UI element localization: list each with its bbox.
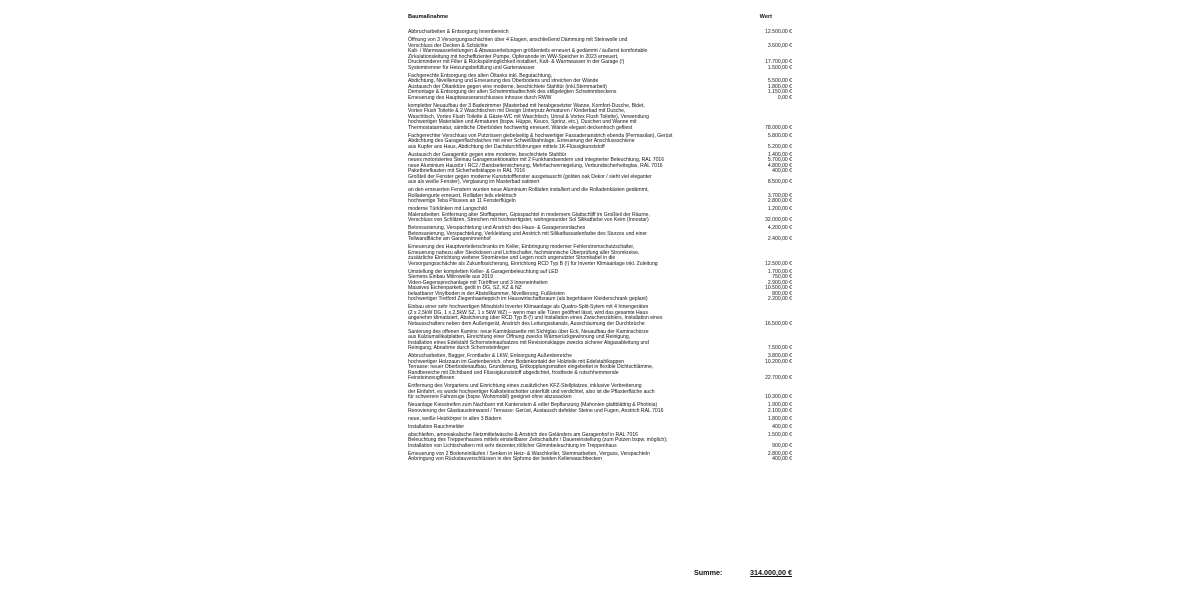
row-description: Abdichtung des Garagenflachdaches mit einer Schweißbahnlage, Erneuerung der Anschlussschiene aus Kupfer ans Haus, Abdichtung der Dachdurchführungen mittels 1K-Flüssigkunststoff: [408, 138, 635, 150]
row-amount: 3.800,00 €: [767, 353, 792, 359]
row-description: Umstellung der kompletten Keller- & Garagenbeleuchtung auf LED: [408, 268, 559, 275]
row-description: Systemtrenner für Heizungsbefüllung und Gartenwasser: [408, 64, 535, 71]
row-description: Paketbriefkasten mit Sicherheitsklappe in RAL 7016: [408, 168, 526, 174]
row-description: Betonsanierung, Verspachtelung und Anstrich des Haus- & Garagenvordaches: [408, 225, 586, 231]
row-description: neue Aluminium Haustür / RC2 / Bandseitensicherung, Mehrfachverriegelung, Verbundsicherheitsglas, RAL 7016: [408, 162, 663, 169]
row-amount: 32.000,00 €: [765, 217, 792, 223]
table-body: [408, 30, 792, 463]
row-amount: 1.150,00 €: [767, 89, 792, 95]
table-row: [408, 49, 792, 66]
table-row: [408, 245, 792, 267]
total-row: [694, 568, 792, 577]
row-description: Terrasse: neuer Oberbodenaufbau, Grundierung, Entkopplungsmatten eingebettet in flexible Dichtschlämme, Randbereiche mit Dichtband und Flüssigkunststoff abgedichtet, frostfeste & rutschhemmende Feinsteinzeugfliesen: [408, 364, 654, 381]
row-description: Abbrucharbeiten & Entsorgung Innenbereich: [408, 29, 509, 35]
row-amount: 1.400,00 €: [767, 151, 792, 158]
row-amount: 3.700,00 €: [767, 192, 792, 199]
row-amount: 400,00 €: [772, 456, 792, 462]
row-amount: 22.700,00 €: [765, 375, 792, 381]
table-row: [408, 409, 792, 415]
row-amount: 2.400,00 €: [767, 236, 792, 242]
row-description: Großteil der Fenster gegen moderne Kunststofffenster ausgetauscht (golden oak Dekor / sieht viel eleganter aus als weiße Fenster), Verglasung im Masterbad satiniert: [408, 173, 652, 185]
row-description: Entfernung des Vorgartens und Einrichtung eines zusätzlichen KFZ-Stellplatzes, inklusive Verbreiterung der Einfahrt, es wurde hochwertiger Kalksteinschotter unterfüllt und verdichtet, also ist die Pflasterfläche auch für schwerere Fahrzeuge (bspw. Wohnmobil) geeignet ohne abzusacken: [408, 383, 655, 400]
row-amount: 12.500,00 €: [765, 260, 792, 267]
row-amount: 400,00 €: [772, 423, 792, 430]
table-row: [408, 457, 792, 463]
row-amount: 5.500,00 €: [767, 78, 792, 84]
row-description: Fachgerechter Verschluss von Putzrissen giebelseitig & hochwertiger Fassadenanstrich ebenda (Permasilan), Gerüst: [408, 132, 673, 139]
table-row: [408, 417, 792, 423]
row-description: Erneuerung des Hauptwasseranschlusses inhouse durch RWW: [408, 94, 552, 101]
table-row: [408, 425, 792, 431]
row-description: Sanierung des offenen Kamins: neue Kaminkassette mit Sichtglas über Eck, Neuaufbau der Kaminschürze aus Kalziumsilikatplatten, Einrichtung einer Öffnung zwecks Wärmerückgewinnung und Reinigung, Installation eines Edelstahl Schornsteinaufsatzes mit Revisionsklappe zwecks sicherer Abgasableitung und Reinigung, Abnahme durch Schornsteinfeger: [408, 328, 649, 351]
row-amount: 1.800,00 €: [767, 83, 792, 90]
row-amount: 7.500,00 €: [767, 345, 792, 351]
row-description: belastbarer Vinylboden in der Abstellkammer, Nivellierung, Fußleisten: [408, 290, 565, 297]
table-row: [408, 66, 792, 72]
row-description: Austausch der Garagentür gegen eine moderne, beschichtete Stahltür: [408, 151, 567, 158]
table-row: [408, 232, 792, 243]
row-description: hochwertige Teba Plissees an 11 Fensterflügeln: [408, 198, 516, 204]
row-amount: 4.800,00 €: [767, 162, 792, 169]
cost-table: [408, 14, 792, 463]
row-amount: 3.600,00 €: [767, 42, 792, 49]
table-row: [408, 330, 792, 352]
row-description: Kalt- / Warmwasserleitungen & Abwasserleitungen größtenteils erneuert & gedämmt / äußerst komfortable Zirkulationsleitung mit hocheffizienter Pumpe, Opferanode im WW-Speicher in 2023 erneuert, Druckminderer mit Filter & Rückspülmöglichkeit installiert, Kalt- & Warmwasser in der Garage (!): [408, 48, 648, 65]
row-amount: 16.500,00 €: [765, 320, 792, 327]
table-row: [408, 438, 792, 449]
table-row: [408, 213, 792, 224]
table-row: [408, 96, 792, 102]
row-description: Erneuerung von 2 Bodeneinläufen / Senken in Heiz- & Waschkeller, Stemmarbeiten, Verguss, Verspachteln: [408, 450, 650, 457]
table-row: [408, 384, 792, 401]
row-description: hochwertiger Tretford Ziegenhaarteppich im Hauswirtschaftsraum (als begehbarer Kleiderschrank geplant): [408, 296, 648, 302]
table-row: [408, 305, 792, 327]
row-amount: 4.200,00 €: [767, 225, 792, 231]
table-row: [408, 74, 792, 85]
row-amount: 2.200,00 €: [767, 296, 792, 302]
row-description: Anbringung von Rückstauverschlüssen in den Siphons der beiden Kellerwaschbecken: [408, 456, 602, 462]
header-value: Wert: [759, 14, 772, 20]
total-value: 314.000,00 €: [750, 568, 792, 577]
table-row: [408, 199, 792, 205]
row-amount: 10.500,00 €: [765, 285, 792, 291]
total-label: Summe:: [694, 568, 723, 577]
row-amount: 5.700,00 €: [767, 157, 792, 163]
row-amount: 400,00 €: [772, 168, 792, 174]
row-amount: 1.500,00 €: [767, 431, 792, 438]
row-amount: 800,00 €: [772, 290, 792, 297]
row-description: Erneuerung des Hauptverteilerschranks im Keller, Einbringung moderner Fehlerstromschutzschalter, Erneuerung nahezu aller Steckdosen und Lichtschalter, fachmännische Überprüfung aller Stromkreise, zusätzliche Einrichtung weiterer Stromkreise und Legen noch ungenutzter Stromkabel in die Versorgungsschächte als Zukunftssicherung, Einrichtung RCD Typ B (!) für Inverter Klimaanlage inkl. Zuleitung: [408, 244, 658, 267]
row-amount: 1.200,00 €: [767, 206, 792, 212]
row-description: Massives Eichenparkett, geölt in DG, SZ, KZ & NZ: [408, 285, 522, 291]
row-description: Siemens Einbau Mikrowelle aus 2019: [408, 274, 493, 280]
row-amount: 17.700,00 €: [765, 59, 792, 65]
row-description: moderne Türklinken mit Langschild: [408, 206, 487, 212]
row-description: Abbrucharbeiten, Bagger, Frontlader & LKW, Entsorgung Außenbereiche: [408, 353, 572, 359]
row-amount: 10.200,00 €: [765, 358, 792, 365]
table-row: [408, 175, 792, 186]
row-description: Betonsanierung, Verspachtelung, Verkleidung und Anstrich mit Silikatfassadenfarbe des Sturzes und einer Teilwandfläche am Garageninnenhof: [408, 230, 647, 242]
row-amount: 12.500,00 €: [765, 29, 792, 35]
row-amount: 1.500,00 €: [767, 64, 792, 71]
row-amount: 2.100,00 €: [767, 407, 792, 414]
row-description: Austausch der Öltanktüre gegen eine moderne, beschichtete Stahltür (inkl.Stemmarbeit): [408, 83, 607, 90]
row-description: abschleifen, amoniakalische Netzmittelwäsche & Anstrich des Geländers am Garagenhof in RAL 7016: [408, 431, 639, 438]
row-description: neues motorisiertes Steinau Garagensektionaltor mit 2 Funkhandsendern und integrierter Beleuchtung, RAL 7016: [408, 157, 665, 163]
table-header: [408, 14, 792, 30]
row-amount: 1.900,00 €: [767, 402, 792, 408]
row-amount: 750,00 €: [772, 274, 792, 280]
row-description: Einbau einer sehr hochwertigen Mitsubishi Inverter Klimaanlage als Quatro-Split-Sytem mit 4 Innengeräten (2 x 2,5kW DG, 1 x 2,5kW SZ, 1 x 5kW WZ) – wenn man alle Türen geöffnet lässt, wird das gesamte Haus angenehm klimatisiert, Absicherung über RCD Typ B (!) und Installation eines Zwischenzählers, Installation eines Notausschalters neben dem Außengerät, Anstrich des Leitungsskanals, Ausschäumung der Durchbrüche: [408, 304, 663, 327]
row-amount: 1.800,00 €: [767, 415, 792, 422]
row-description: an den erneuerten Fenstern wurden neue Aluminium Rolläden installiert und die Rolladenkästen gedämmt, Rolladengurte erneuert, Rolläden teils elektrisch: [408, 187, 649, 199]
row-description: Malerarbeiten: Entfernung alter Stofftapeten, Gipsspachtel in modernem Glattschliff im Großteil der Räume, Verschluss von Schlitzen, Streichen mit hochwertigster, wohngesunder Sol Silikatfarbe von Keim (Innostar): [408, 211, 650, 223]
table-row: [408, 139, 792, 150]
row-description: Öffnung von 3 Versorgungsschächten über 4 Etagen, anschließend Dämmung mit Steinwolle und Verschluss der Decken & Schächte: [408, 37, 628, 49]
row-amount: 8.500,00 €: [767, 179, 792, 185]
row-amount: 0,00 €: [777, 94, 792, 101]
row-amount: 2.800,00 €: [767, 450, 792, 457]
row-amount: 900,00 €: [772, 442, 792, 449]
row-description: Fachgerechte Entsorgung des alten Öltanks inkl. Begutachtung, Abdichtung, Nivellierung und Erneuerung des Oberbodens und streichen der Wände: [408, 72, 599, 84]
table-row: [408, 104, 792, 132]
table-row: [408, 365, 792, 382]
row-description: Video-Gegensprechanlage mit Türöffner und 3 Inneneinheiten: [408, 279, 548, 286]
row-description: hochwertiger Holzzaun im Gartenbereich, ohne Bodenkontakt der Holzteile mit Edelstahlkappen: [408, 358, 625, 365]
row-description: neue, weiße Heizkörper in allen 3 Bädern: [408, 415, 502, 422]
row-description: Beleuchtung des Treppenhauses mittels einstellbarer Zeitschaltuhr / Dauereinstellung (zum Putzen bspw. möglich); Installation von Lichtschaltern mit sehr dezenter,rötlicher Glimmbeleuchtung im Treppenhaus: [408, 437, 668, 449]
row-amount: 5.200,00 €: [767, 143, 792, 150]
row-amount: 2.800,00 €: [767, 198, 792, 204]
row-amount: 2.900,00 €: [767, 279, 792, 286]
table-row: [408, 297, 792, 303]
row-description: Demontage & Entsorgung der alten Schwimmbadtechnik des stillgelegten Schwimmbeckens: [408, 89, 617, 95]
row-description: kompletter Neuaufbau der 3 Badezimmer (Masterbad mit herabgesetzter Wanne, Komfort-Dusche, Bidet, Vortex Flush Toilette & 2 Waschtischen mit Design Unterputz Armaturen / Kinderbad mit Dusche, Waschtisch, Vortex Flush Toilette & Gäste-WC mit Waschtisch, Urinal & Vortex Flush Toilette), Verwendung hochwertiger Materialien und Armaturen (bspw. Hüppe, Keuco, Sprinz, etc.), Duschen und Wanne mit Thermostatarmatur, sämtliche Oberböden hochwertig erneuert, Wände elegant deckenhoch gefliest: [408, 102, 649, 131]
row-amount: 78.000,00 €: [765, 124, 792, 131]
row-amount: 10.300,00 €: [765, 394, 792, 400]
table-row: [408, 30, 792, 36]
header-description: Baumaßnahme: [408, 14, 449, 20]
row-amount: 5.800,00 €: [767, 132, 792, 139]
row-description: Installation Rauchmelder: [408, 423, 465, 430]
row-amount: 1.700,00 €: [767, 268, 792, 275]
row-description: Renovierung der Glasbausteinwand / Terrasse: Gerüst, Austausch defekter Steine und Fugen, Anstrich RAL 7016: [408, 407, 664, 414]
row-description: Neuanlage Kiesstreifen zum Nachbarn mit Kantenstein & edler Bepflanzung (Mahonien glattblättrig & Photinia): [408, 402, 658, 408]
